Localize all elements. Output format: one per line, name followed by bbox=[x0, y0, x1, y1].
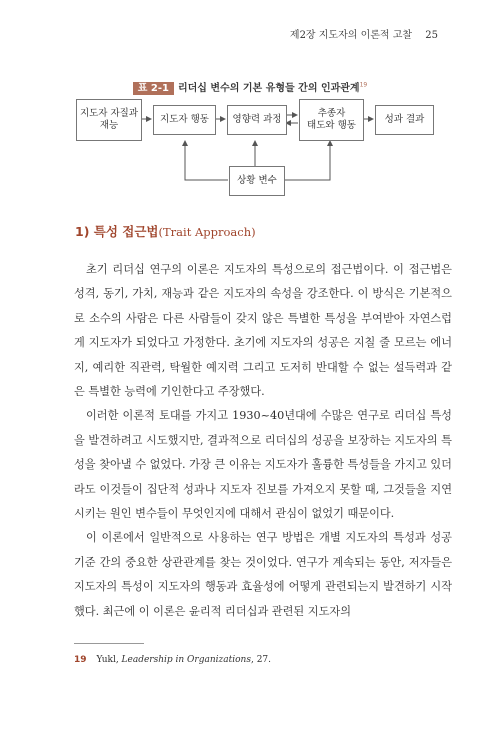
section-title-en: (Trait Approach) bbox=[158, 225, 256, 239]
arrow-situation-to-behavior bbox=[185, 141, 228, 180]
footnote bbox=[74, 655, 271, 665]
footnote-rest: , 27. bbox=[250, 655, 272, 665]
body-text bbox=[74, 258, 452, 624]
arrow-situation-to-follower bbox=[283, 141, 330, 180]
box-situational-variables: 상황 변수 bbox=[229, 166, 285, 196]
paragraph: 이러한 이론적 토대를 가지고 1930~40년대에 수많은 연구로 리더십 특성을 발견하려고 시도했지만, 결과적으로 리더십의 성공을 보장하는 지도자의 특성을 찾아낼 수 없었다. 가장 큰 이유는 지도자가 훌륭한 특성들을 가지고 있더라도 이것들이 집단적 성과나 지도자 진보를 가져오지 못할 때, 그것들을 지연시키는 원인 변수들이 무엇인지에 대해서 관심이 없었기 때문이다. bbox=[74, 409, 452, 521]
box-follower-attitudes: 추종자 태도와 행동 bbox=[299, 99, 364, 141]
caption-footnote-ref: 19 bbox=[359, 81, 368, 89]
paragraph: 이 이론에서 일반적으로 사용하는 연구 방법은 개별 지도자의 특성과 성공 기준 간의 중요한 상관관계를 찾는 것이었다. 연구가 계속되는 동안, 저자들은 지도자의 특성이 지도자의 행동과 효율성에 어떻게 관련되는지 발견하기 시작했다. 최근에 이 이론은 윤리적 리더십과 관련된 지도자의 bbox=[74, 531, 452, 618]
box-leader-traits: 지도자 자질과 재능 bbox=[76, 99, 142, 141]
paragraph: 초기 리더십 연구의 이론은 지도자의 특성으로의 접근법이다. 이 접근법은 성격, 동기, 가치, 재능과 같은 지도자의 속성을 강조한다. 이 방식은 기본적으로 소수의 사람은 다른 사람들이 갖지 않은 특별한 특성을 부여받아 자연스럽게 지도자가 되었다고 가정한다. 초기에 지도자의 성공은 지칠 줄 모르는 에너지, 예리한 직관력, 탁월한 예지력 그리고 도저히 반대할 수 없는 설득력과 같은 특별한 능력에 기인한다고 주장했다. bbox=[74, 263, 452, 399]
box-outcomes: 성과 결과 bbox=[375, 105, 434, 135]
box-influence-process: 영향력 과정 bbox=[227, 105, 287, 135]
footnote-author: Yukl, bbox=[96, 655, 122, 665]
section-title: 1) 특성 접근법(Trait Approach) bbox=[75, 224, 256, 239]
chapter-title: 제2장 지도자의 이론적 고찰 bbox=[289, 30, 413, 41]
footnote-book-title: Leadership in Organizations bbox=[121, 655, 251, 665]
footnote-number: 19 bbox=[74, 655, 87, 665]
page-number: 25 bbox=[425, 30, 438, 41]
table-tag: 표 2-1 bbox=[133, 82, 174, 95]
footnote-divider bbox=[74, 643, 144, 644]
box-leader-behavior: 지도자 행동 bbox=[153, 105, 216, 135]
caption-text: 리더십 변수의 기본 유형들 간의 인과관계 bbox=[177, 83, 360, 94]
